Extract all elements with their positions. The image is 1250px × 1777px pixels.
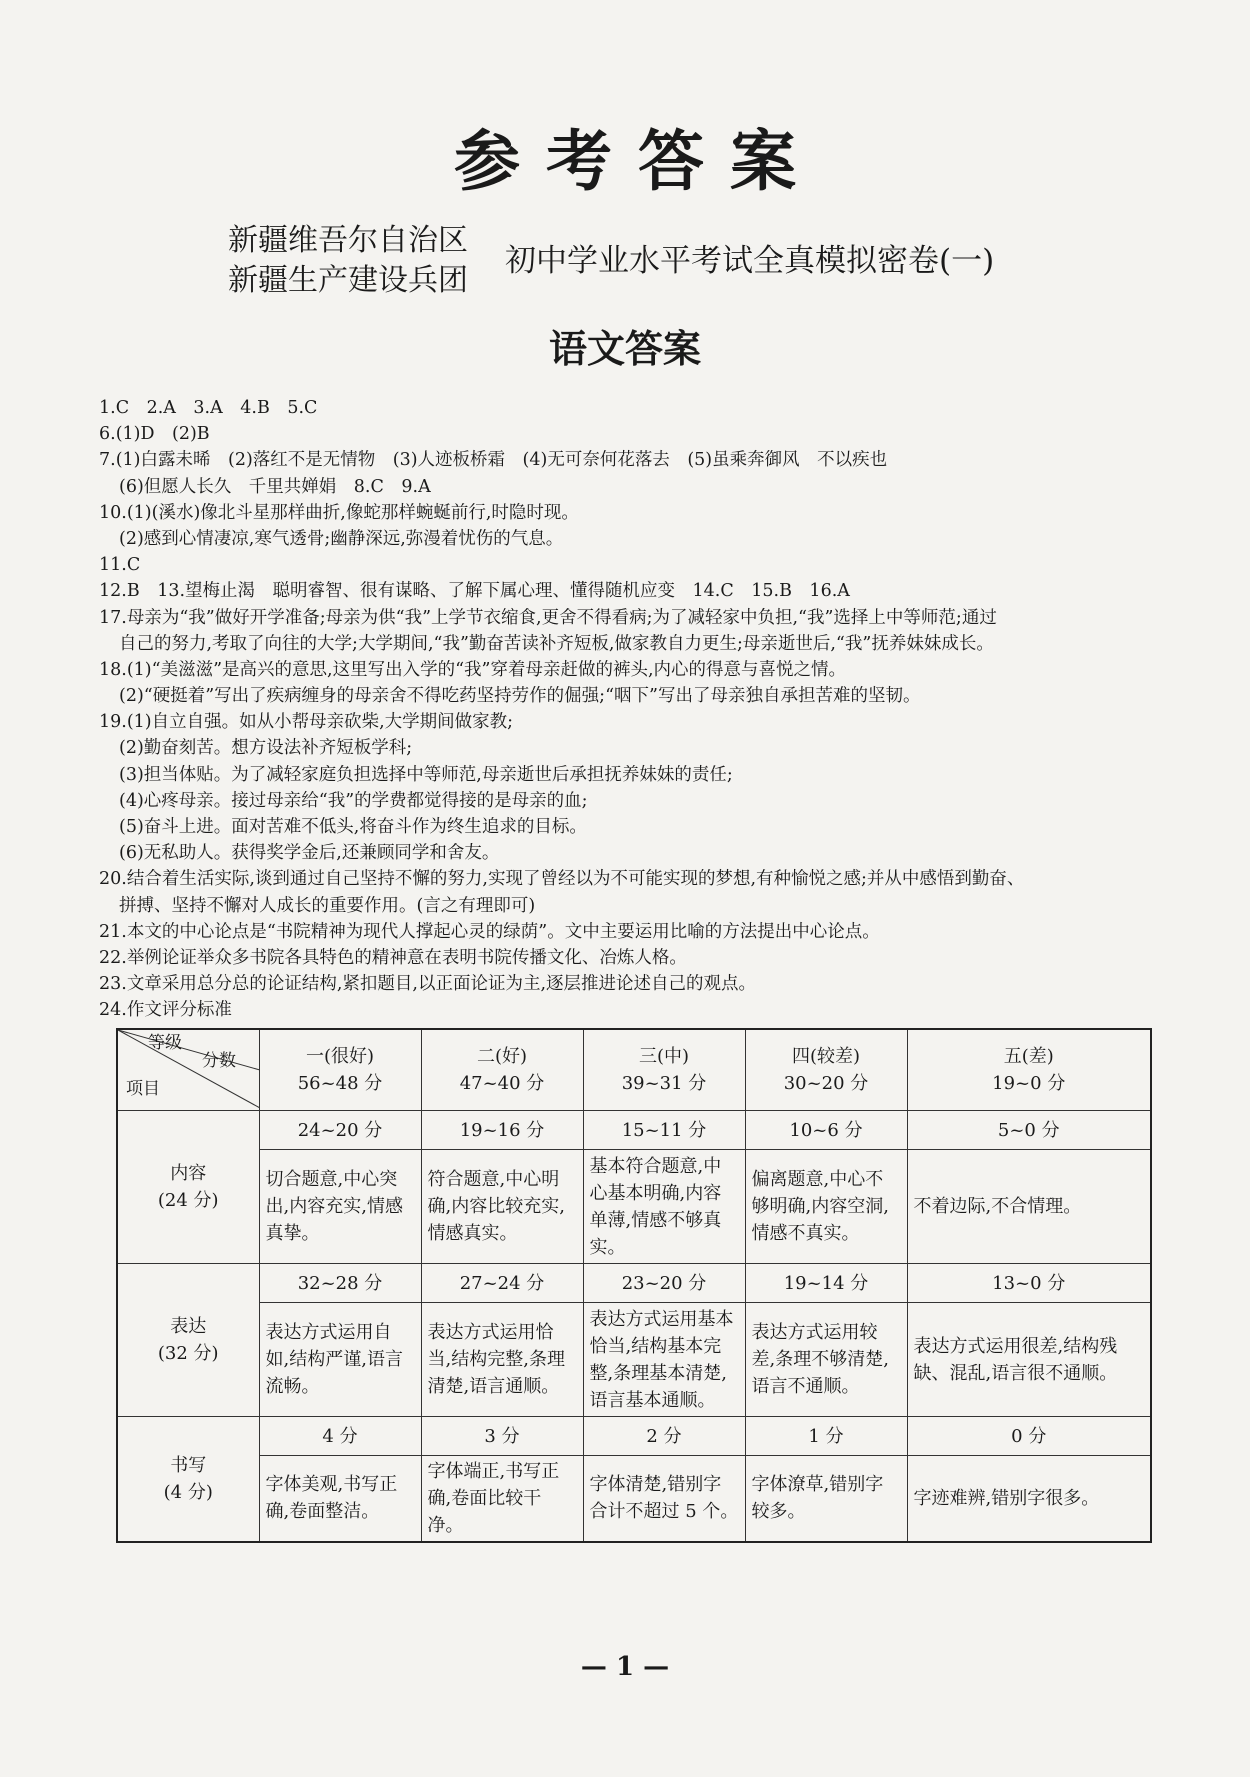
category-cell-expression: 表达 (32 分) [117, 1264, 259, 1417]
desc-cell: 字体美观,书写正确,卷面整洁。 [259, 1455, 421, 1542]
desc-cell: 表达方式运用很差,结构残缺、混乱,语言很不通顺。 [907, 1302, 1151, 1416]
score-cell: 3 分 [421, 1417, 583, 1456]
rubric-header-row [117, 1029, 1151, 1111]
score-cell: 15~11 分 [583, 1111, 745, 1150]
category-cell-content: 内容 (24 分) [117, 1111, 259, 1264]
answer-line: 拼搏、坚持不懈对人成长的重要作用。(言之有理即可) [119, 895, 536, 916]
answer-line: 6.(1)D (2)B [99, 424, 210, 445]
region-line-2: 新疆生产建设兵团 [228, 263, 468, 298]
level-header: 三(中) 39~31 分 [583, 1029, 745, 1111]
score-cell: 1 分 [745, 1417, 907, 1456]
expression-desc-row [117, 1302, 1151, 1416]
level-header: 五(差) 19~0 分 [907, 1029, 1151, 1111]
desc-cell: 字体清楚,错别字合计不超过 5 个。 [583, 1455, 745, 1542]
content-desc-row [117, 1150, 1151, 1264]
answer-line: 17.母亲为“我”做好开学准备;母亲为供“我”上学节衣缩食,更舍不得看病;为了减轻家中负担,“我”选择上中等师范;通过 [99, 607, 997, 628]
desc-cell: 字迹难辨,错别字很多。 [907, 1455, 1151, 1542]
level-header: 一(很好) 56~48 分 [259, 1029, 421, 1111]
region-line-1: 新疆维吾尔自治区 [228, 223, 468, 258]
expression-score-row [117, 1264, 1151, 1303]
category-cell-writing: 书写 (4 分) [117, 1417, 259, 1542]
answer-line: (2)感到心情凄凉,寒气透骨;幽静深远,弥漫着忧伤的气息。 [119, 528, 564, 549]
answer-line: 22.举例论证举众多书院各具特色的精神意在表明书院传播文化、冶炼人格。 [99, 947, 687, 968]
answer-line: 19.(1)自立自强。如从小帮母亲砍柴,大学期间做家教; [99, 712, 514, 733]
answer-line: (6)但愿人长久 千里共婵娟 8.C 9.A [119, 476, 431, 497]
rubric-corner-cell [117, 1029, 259, 1111]
corner-label-item: 项目 [126, 1079, 160, 1099]
desc-cell: 切合题意,中心突出,内容充实,情感真挚。 [259, 1150, 421, 1264]
answer-line: 11.C [99, 555, 141, 576]
exam-name: 初中学业水平考试全真模拟密卷(一) [505, 243, 995, 279]
answer-line: 23.文章采用总分总的论证结构,紧扣题目,以正面论证为主,逐层推进论述自己的观点。 [99, 974, 757, 995]
level-header: 二(好) 47~40 分 [421, 1029, 583, 1111]
answer-line: 12.B 13.望梅止渴 聪明睿智、很有谋略、了解下属心理、懂得随机应变 14.C 15.B 16.A [99, 581, 850, 602]
answer-list [99, 395, 1159, 1024]
answer-line: (5)奋斗上进。面对苦难不低头,将奋斗作为终生追求的目标。 [119, 817, 587, 837]
score-cell: 32~28 分 [259, 1264, 421, 1303]
desc-cell: 表达方式运用恰当,结构完整,条理清楚,语言通顺。 [421, 1302, 583, 1416]
answer-line: 10.(1)(溪水)像北斗星那样曲折,像蛇那样蜿蜒前行,时隐时现。 [99, 502, 579, 523]
answer-line: 7.(1)白露未晞 (2)落红不是无情物 (3)人迹板桥霜 (4)无可奈何花落去 (5)虽乘奔御风 不以疾也 [99, 450, 888, 471]
level-header: 四(较差) 30~20 分 [745, 1029, 907, 1111]
corner-label-level: 等级 [148, 1033, 182, 1053]
scoring-rubric-table [116, 1028, 1152, 1543]
desc-cell: 表达方式运用自如,结构严谨,语言流畅。 [259, 1302, 421, 1416]
answer-line: 21.本文的中心论点是“书院精神为现代人撑起心灵的绿荫”。文中主要运用比喻的方法提出中心论点。 [99, 921, 880, 942]
content-score-row [117, 1111, 1151, 1150]
score-cell: 19~14 分 [745, 1264, 907, 1303]
answer-line: 18.(1)“美滋滋”是高兴的意思,这里写出入学的“我”穿着母亲赶做的裤头,内心的得意与喜悦之情。 [99, 659, 847, 680]
score-cell: 27~24 分 [421, 1264, 583, 1303]
score-cell: 19~16 分 [421, 1111, 583, 1150]
desc-cell: 字体端正,书写正确,卷面比较干净。 [421, 1455, 583, 1542]
desc-cell: 表达方式运用基本恰当,结构基本完整,条理基本清楚,语言基本通顺。 [583, 1302, 745, 1416]
answer-line: 1.C 2.A 3.A 4.B 5.C [99, 398, 318, 418]
writing-desc-row [117, 1455, 1151, 1542]
score-cell: 0 分 [907, 1417, 1151, 1456]
desc-cell: 表达方式运用较差,条理不够清楚,语言不通顺。 [745, 1302, 907, 1416]
score-cell: 10~6 分 [745, 1111, 907, 1150]
answer-line: 20.结合着生活实际,谈到通过自己坚持不懈的努力,实现了曾经以为不可能实现的梦想,有种愉悦之感;并从中感悟到勤奋、 [99, 869, 1025, 890]
answer-line: (2)勤奋刻苦。想方设法补齐短板学科; [119, 738, 413, 759]
page-number: — 1 — [580, 1652, 670, 1682]
desc-cell: 基本符合题意,中心基本明确,内容单薄,情感不够真实。 [583, 1150, 745, 1264]
desc-cell: 字体潦草,错别字较多。 [745, 1455, 907, 1542]
score-cell: 2 分 [583, 1417, 745, 1456]
score-cell: 5~0 分 [907, 1111, 1151, 1150]
score-cell: 23~20 分 [583, 1264, 745, 1303]
score-cell: 4 分 [259, 1417, 421, 1456]
desc-cell: 偏离题意,中心不够明确,内容空洞,情感不真实。 [745, 1150, 907, 1264]
desc-cell: 不着边际,不合情理。 [907, 1150, 1151, 1264]
answer-line: (4)心疼母亲。接过母亲给“我”的学费都觉得接的是母亲的血; [119, 790, 588, 811]
answer-line: (6)无私助人。获得奖学金后,还兼顾同学和舍友。 [119, 843, 500, 864]
score-cell: 24~20 分 [259, 1111, 421, 1150]
score-cell: 13~0 分 [907, 1264, 1151, 1303]
answer-line: 24.作文评分标准 [99, 1000, 232, 1021]
desc-cell: 符合题意,中心明确,内容比较充实,情感真实。 [421, 1150, 583, 1264]
answer-line: 自己的努力,考取了向往的大学;大学期间,“我”勤奋苦读补齐短板,做家教自力更生;母亲逝世后,“我”抚养妹妹成长。 [119, 633, 994, 654]
answer-line: (2)“硬挺着”写出了疾病缠身的母亲舍不得吃药坚持劳作的倔强;“咽下”写出了母亲独自承担苦难的坚韧。 [119, 686, 921, 707]
writing-score-row [117, 1417, 1151, 1456]
subject-heading: 语文答案 [548, 327, 701, 371]
corner-label-score: 分数 [202, 1051, 236, 1071]
answer-line: (3)担当体贴。为了减轻家庭负担选择中等师范,母亲逝世后承担抚养妹妹的责任; [119, 764, 733, 785]
page-title: 参考答案 [454, 123, 822, 200]
